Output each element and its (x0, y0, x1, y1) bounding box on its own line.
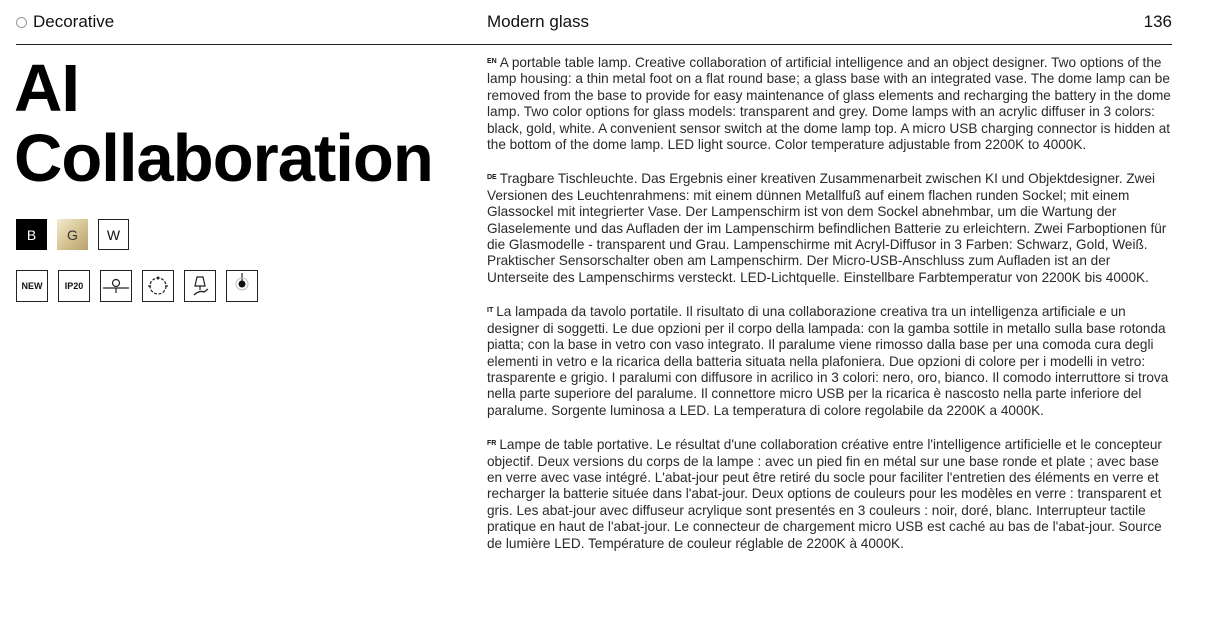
description-it (487, 303, 1171, 419)
description-text-en: A portable table lamp. Creative collaboration of artificial intelligence and an object designer. Two options of the lamp housing: a thin metal foot on a flat round base; a glass base with an integrated vase. The dome lamp can be removed from the base to provide for easy maintenance of glass elements and recharging the battery in the dome lamp. Two color options for glass models: transparent and grey. Dome lamps with an acrylic diffuser in 3 colors: black, gold, white. A convenient sensor switch at the dome lamp top. A micro USB charging connector is hidden at the bottom of the dome lamp. LED light source. Color temperature adjustable from 2200K to 4000K. (487, 55, 1171, 153)
section-tag (16, 12, 114, 32)
color-temperature-dial-icon (142, 270, 174, 302)
collection-title: Modern glass (487, 12, 590, 31)
circle-icon (16, 17, 27, 28)
color-options (16, 219, 129, 250)
description-column (487, 54, 1171, 569)
color-swatch-white: W (98, 219, 129, 250)
section-label: Decorative (33, 12, 115, 31)
description-text-fr: Lampe de table portative. Le résultat d'une collaboration créative entre l'intelligence artificielle et le concepteur objectif. Deux versions du corps de la lampe : avec un pied fin en métal sur une base ronde et plate ; avec base en verre avec vase intégré. L'abat-jour peut être retiré du socle pour faciliter l'entretien des éléments en verre et recharger la batterie située dans l'abat-jour. Deux options de couleurs pour les modèles en verre : transparent et gris. Les abat-jour avec diffuseur acrylique sont presentés en 3 couleurs : noir, doré, blanc. Interrupteur tactile pratique en haut de l'abat-jour. Le connecteur de chargement micro USB est caché au bas de l'abat-jour. Source de lumière LED. Température de couleur réglable de 2200K à 4000K. (487, 437, 1162, 551)
touch-sensor-switch-icon (184, 270, 216, 302)
product-title-line-2: Collaboration (14, 121, 433, 196)
lang-code-fr: FR (487, 440, 497, 448)
page-header (16, 0, 1172, 45)
description-fr (487, 436, 1171, 552)
description-text-de: Tragbare Tischleuchte. Das Ergebnis einer kreativen Zusammenarbeit zwischen KI und Objektdesigner. Zwei Versionen des Leuchtenrahmens: mit einem dünnen Metallfuß auf einem flachen runden Sockel; mit einem Glassockel mit integrierter Vase. Der Lampenschirm ist von dem Sockel abnehmbar, um die Wartung der Glaselemente und das Aufladen der im Lampenschirm befindlichen Batterie zu erleichtern. Zwei Farboptionen für die Glasmodelle - transparent und Grau. Lampenschirme mit Acryl-Diffusor in 3 Farben: Schwarz, Gold, Weiß. Praktischer Sensorschalter oben am Lampenschirm. Der Micro-USB-Anschluss zum Aufladen ist an der Unterseite des Lampenschirms versteckt. LED-Lichtquelle. Einstellbare Farbtemperatur von 2200K bis 4000K. (487, 171, 1167, 285)
description-text-it: La lampada da tavolo portatile. Il risultato di una collaborazione creativa tra un intelligenza artificiale e un designer di soggetti. Le due opzioni per il corpo della lampada: con la gamba sottile in metallo sulla base rotonda piatta; con la base in vetro con vaso integrato. Il paralume viene rimosso dalla base per una comoda cura degli elementi in vetro e la ricarica della batteria situata nella plafoniera. Due opzioni di colore per i modelli in vetro: trasparente e grigio. I paralumi con diffusore in acrilico in 3 colori: nero, oro, bianco. Il comodo interruttore si trova nella parte superiore del paralume. Il connettore micro USB per la ricarica è nascosto nella parte inferiore del paralume. Sorgente luminosa a LED. La temperatura di colore regolabile da 2200K a 4000K. (487, 304, 1169, 418)
lang-code-en: EN (487, 58, 497, 65)
color-swatch-black: B (16, 219, 47, 250)
description-de (487, 170, 1171, 286)
ip20-rating: IP20 (58, 270, 90, 302)
new-badge: NEW (16, 270, 48, 302)
feature-icons (16, 270, 258, 302)
color-swatch-gold: G (57, 219, 88, 250)
led-light-source-icon (226, 270, 258, 302)
lang-code-it: IT (487, 307, 494, 315)
dome-lamp-removable-icon (100, 270, 132, 302)
product-title-line-1: AI (14, 51, 79, 126)
page-number: 136 (1143, 12, 1172, 31)
product-title (14, 51, 433, 196)
lang-code-de: DE (487, 174, 497, 182)
description-en (487, 54, 1171, 153)
